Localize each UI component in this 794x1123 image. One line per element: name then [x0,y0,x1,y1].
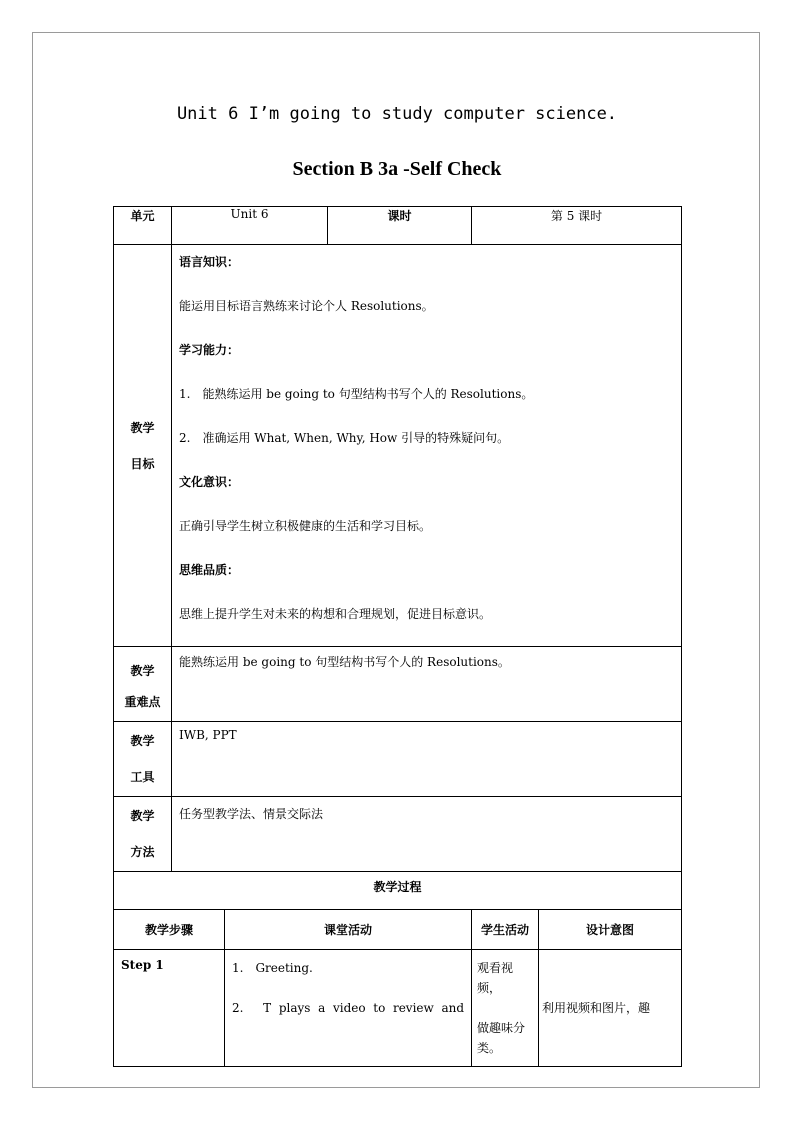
info-row [114,207,682,245]
methods-label-line2: 方法 [130,845,155,859]
process-header-row [114,910,682,950]
thinking-heading: 思维品质： [179,563,240,577]
process-title: 教学过程 [114,872,682,910]
objectives-content [172,245,682,647]
period-value: 第 5 课时 [472,207,682,245]
thinking-text: 思维上提升学生对未来的构想和合理规划，促进目标意识。 [179,607,492,621]
difficulty-label-line1: 教学 [130,664,155,678]
methods-row [114,797,682,872]
step1-intent [539,950,682,1067]
step1-row [114,950,682,1067]
ability-item-1: 1. 能熟练运用 be going to 句型结构书写个人的 Resolutions。 [179,387,534,401]
process-title-row [114,872,682,910]
step1-activity-2: 2. T plays a video to review and [232,1001,465,1015]
step1-student [472,950,539,1067]
document-subtitle: Section B 3a -Self Check [292,158,502,180]
methods-label [114,797,172,872]
objectives-row [114,245,682,647]
ability-heading: 学习能力： [179,343,240,357]
tools-label [114,722,172,797]
culture-heading: 文化意识： [179,475,240,489]
methods-label-line1: 教学 [130,809,155,823]
document-title: Unit 6 I’m going to study computer science. [176,104,618,124]
tools-label-line2: 工具 [130,770,155,784]
step1-student-2: 做趣味分类。 [477,1021,526,1055]
difficulty-text: 能熟练运用 be going to 句型结构书写个人的 Resolutions。 [172,647,682,722]
difficulty-row [114,647,682,722]
unit-value: Unit 6 [172,207,328,245]
language-heading: 语言知识： [179,255,240,269]
step1-student-1: 观看视频， [477,961,514,995]
period-label: 课时 [328,207,472,245]
objectives-label [114,245,172,647]
col-student: 学生活动 [472,910,539,950]
unit-label: 单元 [114,207,172,245]
tools-text: IWB, PPT [172,722,682,797]
objectives-label-line1: 教学 [130,420,155,435]
difficulty-label [114,647,172,722]
col-activity: 课堂活动 [225,910,472,950]
col-step: 教学步骤 [114,910,225,950]
col-intent: 设计意图 [539,910,682,950]
culture-text: 正确引导学生树立积极健康的生活和学习目标。 [179,519,432,533]
difficulty-label-line2: 重难点 [124,695,161,709]
objectives-label-line2: 目标 [130,456,155,471]
step1-activity-1: 1. Greeting. [232,961,313,975]
tools-label-line1: 教学 [130,734,155,748]
tools-row [114,722,682,797]
ability-item-2: 2. 准确运用 What, When, Why, How 引导的特殊疑问句。 [179,431,510,445]
step1-label: Step 1 [114,950,225,1067]
lesson-plan-table [113,206,682,1067]
language-text: 能运用目标语言熟练来讨论个人 Resolutions。 [179,299,434,313]
step1-intent-text: 利用视频和图片，趣 [542,1001,651,1015]
methods-text: 任务型教学法、情景交际法 [172,797,682,872]
step1-activity [225,950,472,1067]
